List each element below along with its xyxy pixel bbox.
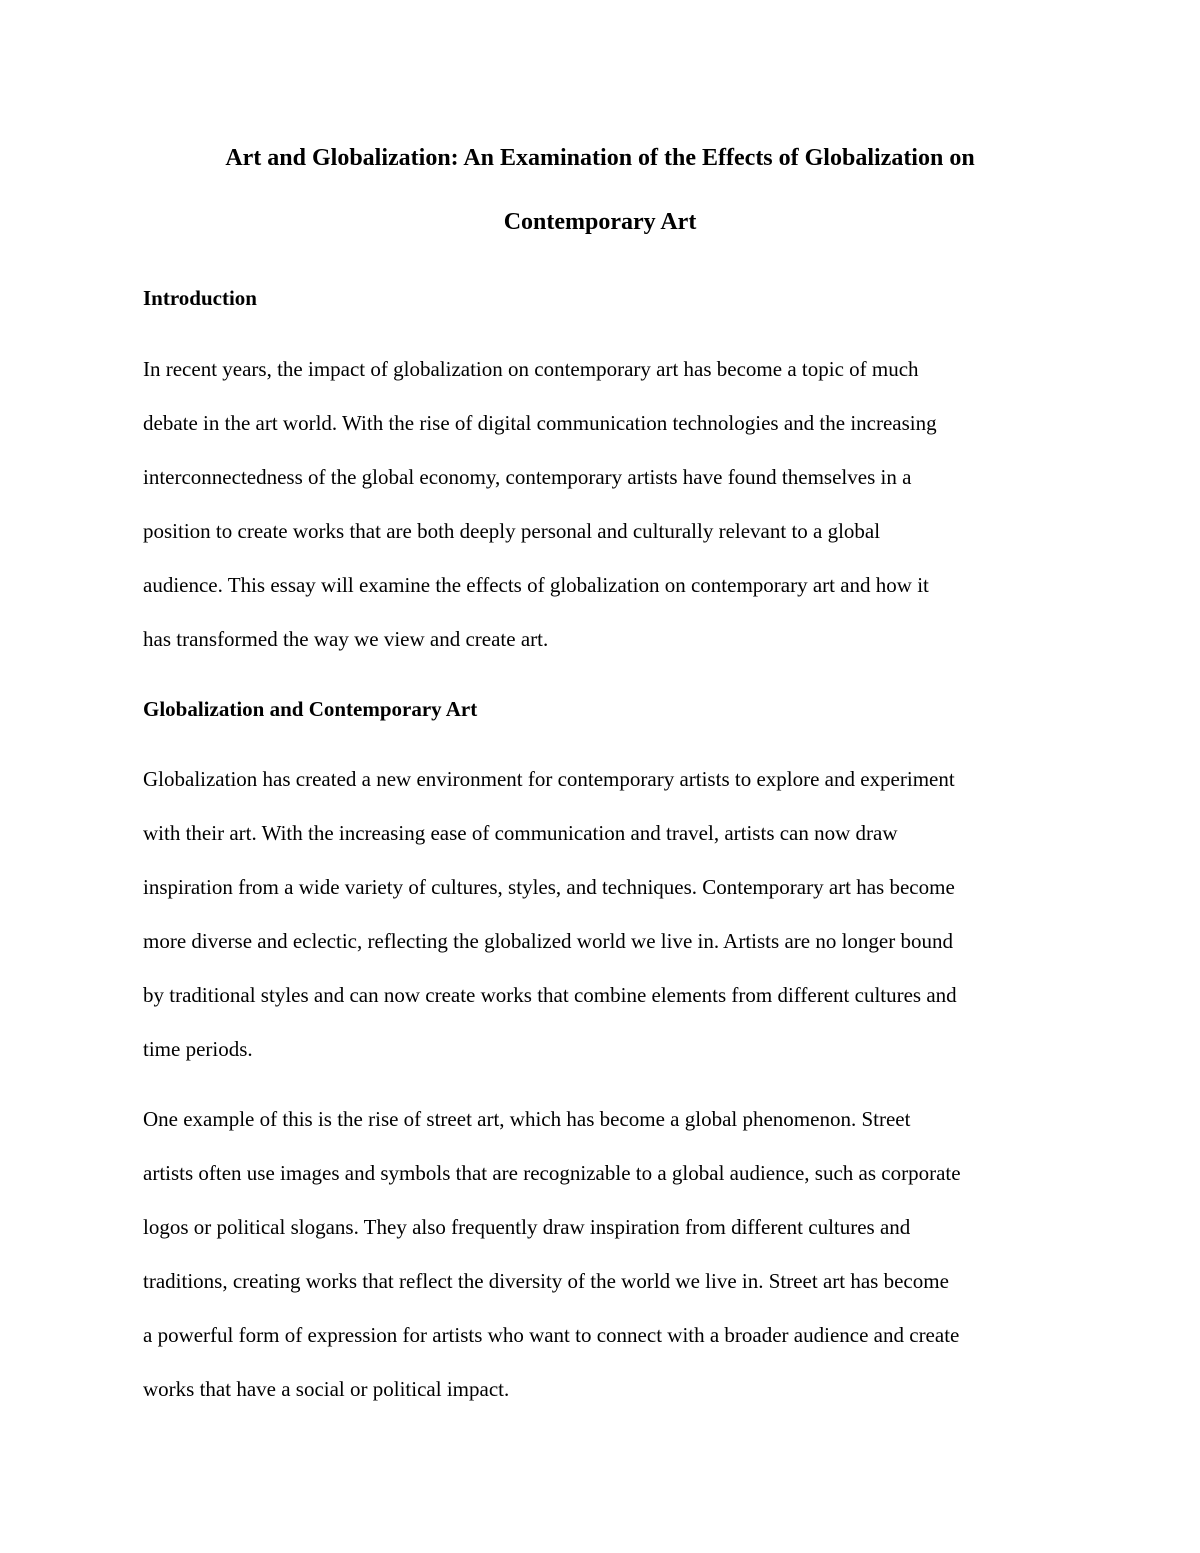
paragraph-line: interconnectedness of the global economy, contemporary artists have found themselves in a: [143, 465, 912, 489]
paragraph-line: inspiration from a wide variety of cultures, styles, and techniques. Contemporary art has become: [143, 875, 955, 899]
paragraph-line: One example of this is the rise of street art, which has become a global phenomenon. Street: [143, 1107, 911, 1131]
paragraph-line: artists often use images and symbols that are recognizable to a global audience, such as corporate: [143, 1161, 961, 1185]
paragraph-line: by traditional styles and can now create works that combine elements from different cultures and: [143, 983, 957, 1007]
paragraph-line: Globalization has created a new environment for contemporary artists to explore and experiment: [143, 767, 955, 791]
paragraph-line: a powerful form of expression for artists who want to connect with a broader audience and create: [143, 1323, 960, 1347]
paragraph-line: audience. This essay will examine the effects of globalization on contemporary art and how it: [143, 573, 929, 597]
paragraph-line: traditions, creating works that reflect the diversity of the world we live in. Street art has become: [143, 1269, 949, 1293]
paragraph-line: In recent years, the impact of globalization on contemporary art has become a topic of much: [143, 357, 919, 381]
paragraph-line: with their art. With the increasing ease of communication and travel, artists can now draw: [143, 821, 898, 845]
paragraph-line: debate in the art world. With the rise of digital communication technologies and the increasing: [143, 411, 937, 435]
paragraph-line: time periods.: [143, 1037, 253, 1061]
document-title-line-2: Contemporary Art: [503, 209, 697, 235]
paragraph-line: logos or political slogans. They also frequently draw inspiration from different cultures and: [143, 1215, 911, 1239]
section-heading-introduction: Introduction: [143, 286, 257, 310]
paragraph-line: works that have a social or political impact.: [143, 1377, 510, 1401]
document-title-line-1: Art and Globalization: An Examination of the Effects of Globalization on: [225, 145, 975, 171]
section-heading-globalization: Globalization and Contemporary Art: [143, 697, 478, 721]
paragraph-line: has transformed the way we view and create art.: [143, 627, 549, 651]
paragraph-line: more diverse and eclectic, reflecting the globalized world we live in. Artists are no longer bound: [143, 929, 953, 953]
paragraph-line: position to create works that are both deeply personal and culturally relevant to a global: [143, 519, 881, 543]
